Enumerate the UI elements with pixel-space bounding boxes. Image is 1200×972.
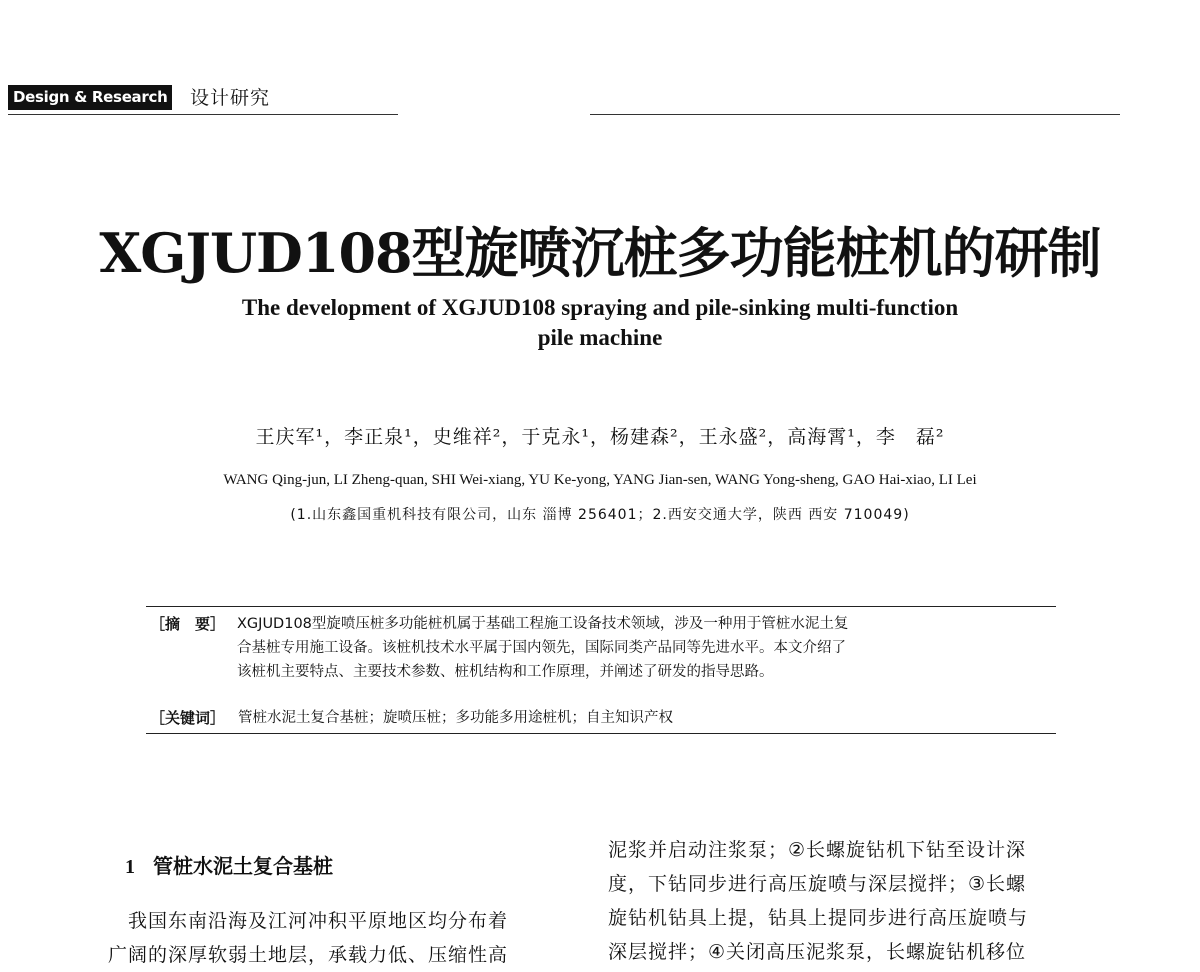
abstract-line: XGJUD108型旋喷压桩多功能桩机属于基础工程施工设备技术领域，涉及一种用于管桩水泥土复 <box>237 616 849 632</box>
body-line: 泥浆并启动注浆泵；②长螺旋钻机下钻至设计深 <box>608 839 1027 861</box>
paper-title-en <box>150 293 1050 353</box>
abstract-line: 合基桩专用施工设备。该桩机技术水平属于国内领先，国际同类产品同等先进水平。本文介绍了 <box>237 640 846 656</box>
body-column-right <box>608 833 1058 969</box>
paper-title-en-line1: The development of XGJUD108 spraying and pile-sinking multi-function <box>241 295 959 320</box>
body-line: 我国东南沿海及江河冲积平原地区均分布着 <box>108 910 509 932</box>
header-rule-left <box>8 114 398 115</box>
abstract-rule-top <box>146 606 1056 607</box>
abstract-line: 该桩机主要特点、主要技术参数、桩机结构和工作原理，并阐述了研发的指导思路。 <box>237 664 774 680</box>
section-title: 管桩水泥土复合基桩 <box>153 854 333 878</box>
paper-title-cn: XGJUD108型旋喷沉桩多功能桩机的研制 <box>99 221 1101 285</box>
paper-title-en-line2: pile machine <box>537 325 663 350</box>
body-line: 广阔的深厚软弱土地层，承载力低、压缩性高 <box>108 944 509 966</box>
section-number: 1 <box>125 856 135 878</box>
keywords-label: ［关键词］ <box>150 709 226 727</box>
keywords-text: 管桩水泥土复合基桩；旋喷压桩；多功能多用途桩机；自主知识产权 <box>238 710 673 726</box>
body-line: 深层搅拌；④关闭高压泥浆泵，长螺旋钻机移位 <box>608 941 1027 963</box>
section-tag: Design & Research <box>8 85 172 110</box>
body-line: 旋钻机钻具上提，钻具上提同步进行高压旋喷与 <box>608 907 1029 929</box>
abstract-label: ［摘 要］ <box>150 615 226 633</box>
body-line: 度，下钻同步进行高压旋喷与深层搅拌；③长螺 <box>608 873 1027 895</box>
affiliations: (1.山东鑫国重机科技有限公司，山东 淄博 256401；2.西安交通大学，陕西 西安 710049) <box>290 507 910 523</box>
header-rule-right <box>590 114 1120 115</box>
authors-en: WANG Qing-jun, LI Zheng-quan, SHI Wei-xiang, YU Ke-yong, YANG Jian-sen, WANG Yong-sheng, GAO Hai-xiao, LI Lei <box>223 472 977 488</box>
section-name: 设计研究 <box>190 87 271 109</box>
body-column-left <box>108 904 578 972</box>
abstract-text <box>237 612 1037 684</box>
abstract-rule-bottom <box>146 733 1056 734</box>
section-heading <box>125 852 333 881</box>
authors-cn: 王庆军¹，李正泉¹，史维祥²，于克永¹，杨建森²，王永盛²，高海霄¹，李 磊² <box>255 426 945 448</box>
